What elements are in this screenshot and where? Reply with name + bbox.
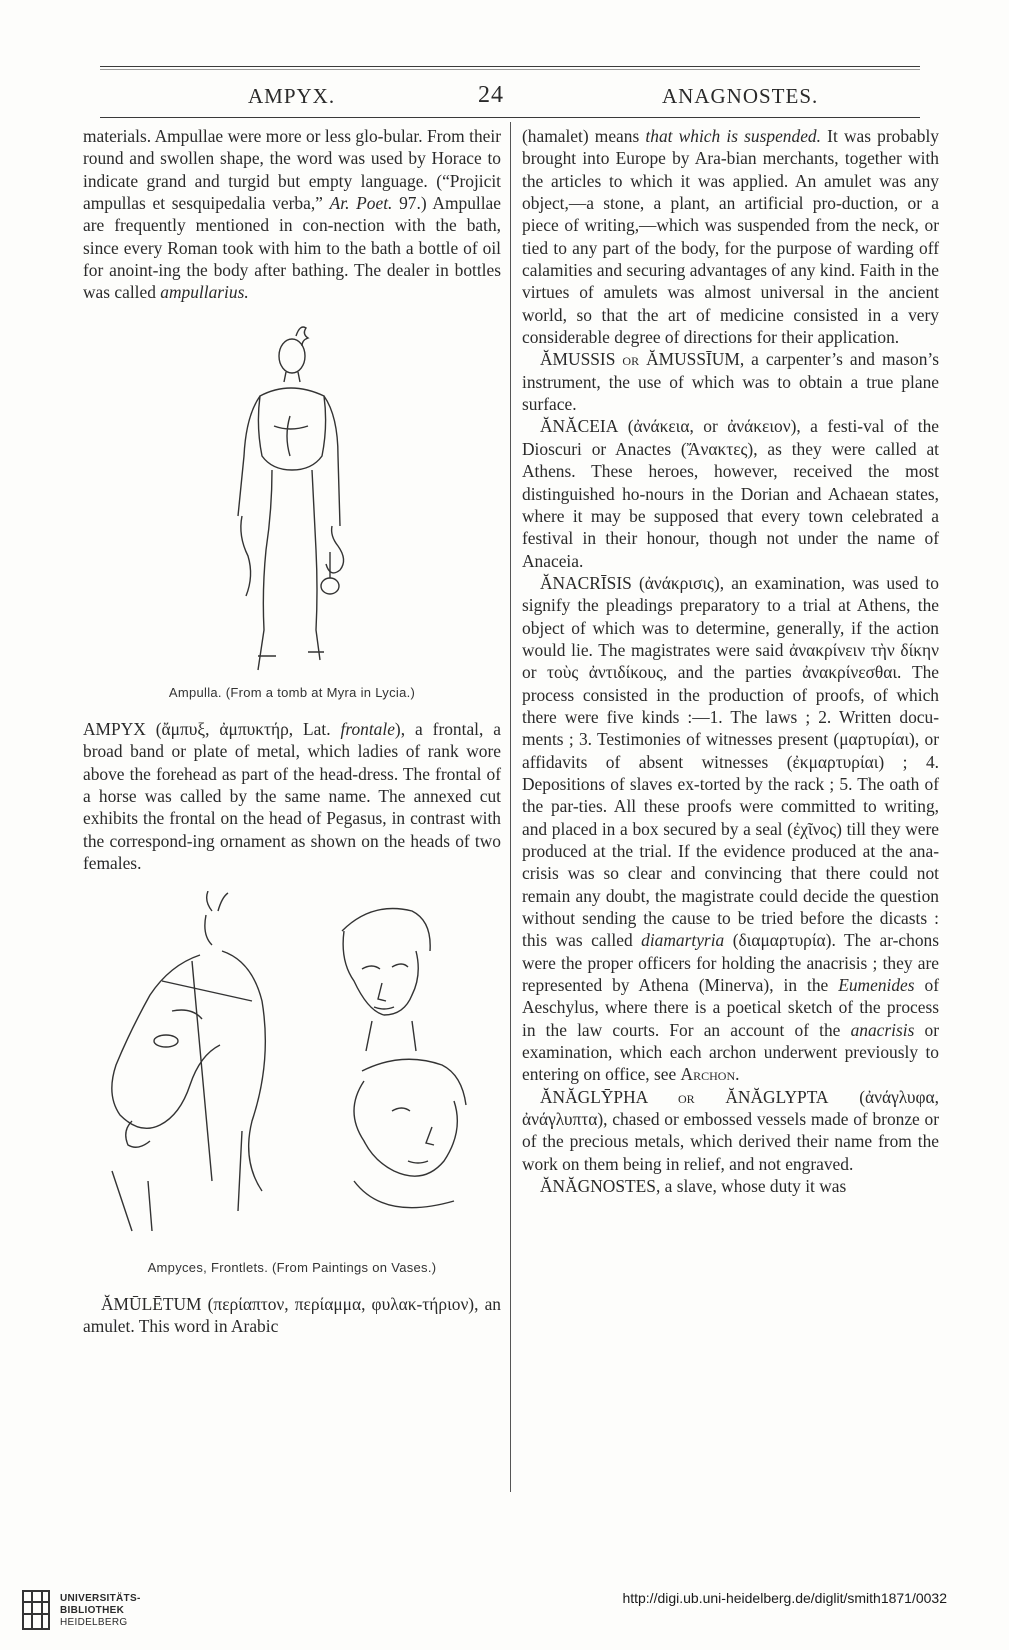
page-number: 24 [478, 82, 504, 108]
left-column [83, 125, 501, 1338]
ampyx-headword: AMPYX [83, 719, 146, 740]
anagnostes-headword: ĂNĂGNOSTES, [540, 1176, 661, 1197]
amuletum-paragraph: ĂMŪLĒTUM (περίαπτον, περίαμμα, φυλακ-τήριον), an amulet. This word in Arabic [83, 1293, 502, 1337]
top-rule [100, 66, 920, 67]
anagnostes-paragraph: ĂNĂGNOSTES, a slave, whose duty it was [540, 1176, 847, 1197]
amussis-headword: ĂMUSSIS or ĂMUSSĪUM, [540, 349, 745, 370]
right-column [522, 125, 939, 1198]
running-header [100, 84, 920, 114]
column-divider [510, 122, 511, 1492]
anaceia-headword: ĂNĂCEIA [540, 416, 619, 437]
ampyx-paragraph: AMPYX (ἄμπυξ, ἀμπυκτήρ, Lat. frontale), a frontal, a broad band or plate of metal, which ladies of rank wore above the forehead as part of the head-dress. The frontal of a horse was called by the same name. The annexed cut exhibits the frontal on the head of Pegasus, in contrast with the correspond-ing ornament as shown on the heads of two females. [83, 719, 502, 874]
amulet-continued-paragraph: (hamalet) means that which is suspended. It was probably brought into Europe by Ara-bian merchants, together with the articles to which it was applied. An amulet was any object,—a stone, a plant, an artificial pro-duction, or a piece of writing,—which was suspended from the neck, or tied to any part of the body, for the purpose of warding off calamities and securing advantages of any kind. Faith in the virtues of amulets was almost universal in the ancient world, so that the art of medicine consisted in a very considerable degree of directions for their application. [522, 126, 940, 348]
header-rule [100, 117, 920, 118]
top-rule-thin [100, 69, 920, 70]
digitization-footer [0, 1574, 1009, 1650]
amuletum-headword: ĂMŪLĒTUM [101, 1293, 202, 1314]
ampulla-figure-illustration [212, 316, 372, 676]
library-logo-icon [20, 1588, 52, 1632]
amussis-paragraph: ĂMUSSIS or ĂMUSSĪUM, a carpenter’s and mason’s instrument, the use of which was to obtain a true plane surface. [522, 349, 939, 415]
header-right: ANAGNOSTES. [662, 84, 819, 108]
ampyces-figure-illustration [92, 891, 492, 1251]
archon-cross-reference: Archon. [680, 1064, 740, 1085]
anaglypha-headword: ĂNĂGLȲPHA or ĂNĂGLYPTA [540, 1086, 829, 1107]
anacrisis-headword: ĂNACRĪSIS [540, 572, 632, 593]
permalink-url[interactable]: http://digi.ub.uni-heidelberg.de/diglit/smith1871/0032 [622, 1590, 947, 1606]
ampulla-caption: Ampulla. (From a tomb at Myra in Lycia.) [168, 684, 416, 700]
ampyces-caption: Ampyces, Frontlets. (From Paintings on Vases.) [147, 1259, 437, 1275]
ampulla-paragraph: materials. Ampullae were more or less glo-bular. From their round and swollen shape, the word was used by Horace to indicate grand and turgid but empty language. (“Projicit ampullas et sesquipedalia verba,” Ar. Poet. 97.) Ampullae are frequently mentioned in con-nection with the bath, since every Roman took with him to the bath a bottle of oil for anoint-ing the body after bathing. The dealer in bottles was called ampullarius. [83, 126, 501, 303]
header-left: AMPYX. [248, 84, 336, 108]
anaglypha-paragraph: ĂNĂGLȲPHA or ĂNĂGLYPTA (ἀνάγλυφα, ἀνάγλυπτα), chased or embossed vessels made of bronze or of the precious metals, which derived their name from the work on them being in relief, and not engraved. [522, 1086, 940, 1174]
anacrisis-paragraph: ĂNACRĪSIS (ἀνάκρισις), an examination, was used to signify the pleadings preparatory to a trial at Athens, the object of which was to determine, generally, if the action would lie. The magistrates were said ἀνακρίνειν τὴν δίκην or τοὺς ἀντιδίκους, and the parties ἀνακρίνεσθαι. The process consisted in the production of proofs, of which there were five kinds :—1. The laws ; 2. Written docu-ments ; 3. Testimonies of witnesses present (μαρτυρίαι), or affidavits of absent witnesses (ἐκμαρτυρίαι) ; 4. Depositions of slaves ex-torted by the rack ; 5. The oath of the par-ties. All these proofs were committed to writing, and placed in a box secured by a seal (ἐχῖνος) till they were produced at the trial. If the evidence produced at the ana-crisis was so clear and convincing that there could not remain any doubt, the magistrate could decide the question without sending the cause to be tried before the dicasts : this was called diamartyria (διαμαρτυρία). The ar-chons were the proper officers for holding the anacrisis ; they are represented by Athena (Minerva), in the Eumenides of Aeschylus, where there is a poetical sketch of the process in the law courts. For an account of the anacrisis or examination, which each archon underwent previously to entering on office, see Archon. [522, 572, 939, 1085]
library-name: UNIVERSITÄTS- BIBLIOTHEK HEIDELBERG [60, 1593, 141, 1628]
anaceia-paragraph: ĂNĂCEIA (ἀνάκεια, or ἀνάκειον), a festi-val of the Dioscuri or Anactes (Ἄνακτες), as they were called at Athens. These heroes, however, received the most distinguished ho-nours in the Dorian and Achaean states, where it may be supposed that every town celebrated a festival in their honour, though not under the name of Anaceia. [522, 416, 939, 571]
